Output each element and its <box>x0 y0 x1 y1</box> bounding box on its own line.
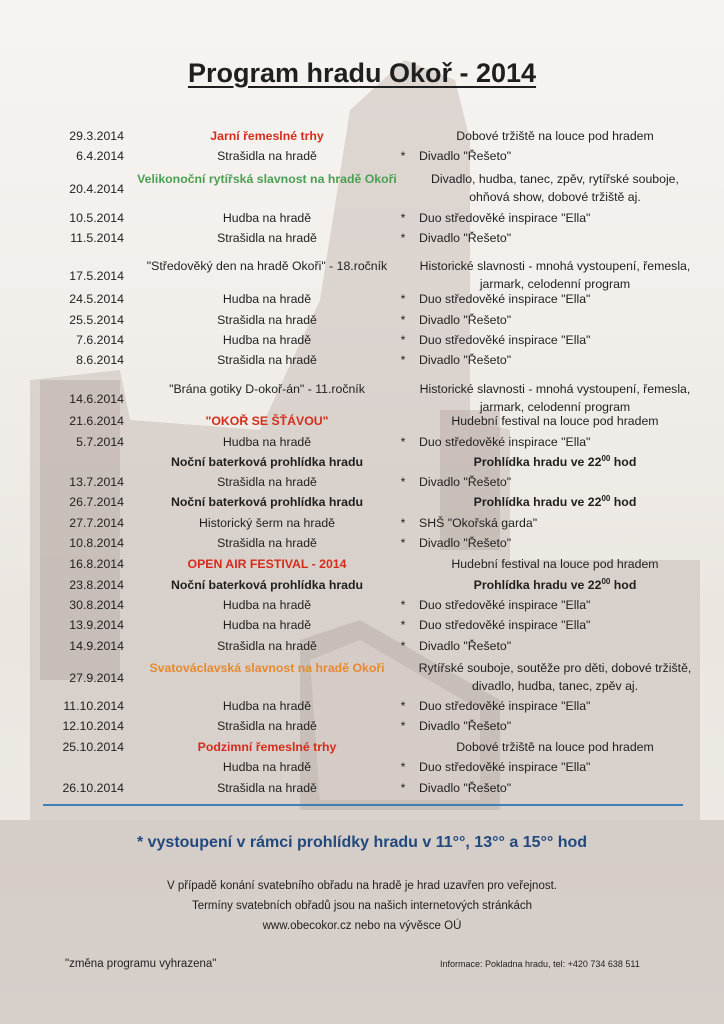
change-note: "změna programu vyhrazena" <box>65 958 217 970</box>
star-marker: * <box>400 516 406 530</box>
event-date: 16.8.2014 <box>69 557 124 571</box>
star-marker: * <box>400 333 406 347</box>
event-row <box>0 554 724 574</box>
event-row <box>0 737 724 757</box>
event-name: Strašidla na hradě <box>217 719 317 733</box>
event-detail: Divadlo "Řešeto" <box>419 781 512 795</box>
event-row <box>0 472 724 492</box>
event-date: 30.8.2014 <box>69 598 124 612</box>
star-marker: * <box>400 313 406 327</box>
event-name: OPEN AIR FESTIVAL - 2014 <box>187 557 347 571</box>
event-name: Noční baterková prohlídka hradu <box>170 495 363 509</box>
event-row <box>0 310 724 330</box>
event-row <box>0 716 724 736</box>
event-detail: Duo středověké inspirace "Ella" <box>419 435 591 449</box>
event-date: 6.4.2014 <box>76 149 124 163</box>
event-name: "Středověký den na hradě Okoři" - 18.ročník <box>146 259 388 273</box>
event-row <box>0 513 724 533</box>
event-date: 26.7.2014 <box>69 495 124 509</box>
event-detail: Hudební festival na louce pod hradem <box>451 414 659 428</box>
event-detail: Duo středověké inspirace "Ella" <box>419 333 591 347</box>
event-name: Hudba na hradě <box>222 292 312 306</box>
event-date: 13.9.2014 <box>69 618 124 632</box>
event-name: Hudba na hradě <box>222 760 312 774</box>
event-name: Hudba na hradě <box>222 333 312 347</box>
event-name: Hudba na hradě <box>222 435 312 449</box>
page-title: Program hradu Okoř - 2014 <box>187 58 537 88</box>
event-name: Strašidla na hradě <box>217 639 317 653</box>
event-detail: Divadlo "Řešeto" <box>419 719 512 733</box>
star-marker: * <box>400 292 406 306</box>
event-detail: Rytířské souboje, soutěže pro děti, dobové tržiště, divadlo, hudba, tanec, zpěv aj. <box>418 661 692 693</box>
info-line-2: Termíny svatebních obřadů jsou na našich internetových stránkách <box>191 900 533 912</box>
event-detail: Historické slavnosti - mnohá vystoupení, řemesla, jarmark, celodenní program <box>419 382 691 414</box>
event-date: 10.8.2014 <box>69 536 124 550</box>
star-marker: * <box>400 435 406 449</box>
event-row <box>0 757 724 777</box>
event-date: 23.8.2014 <box>69 578 124 592</box>
event-row <box>0 778 724 798</box>
star-marker: * <box>400 618 406 632</box>
star-marker: * <box>400 719 406 733</box>
event-detail: Prohlídka hradu ve $22^{00}$ hod <box>473 577 637 592</box>
event-detail: Duo středověké inspirace "Ella" <box>419 292 591 306</box>
event-detail: Prohlídka hradu ve $22^{00}$ hod <box>473 494 637 509</box>
divider <box>43 804 683 806</box>
event-date: 27.9.2014 <box>69 671 124 685</box>
event-detail: Duo středověké inspirace "Ella" <box>419 598 591 612</box>
event-name: Strašidla na hradě <box>217 313 317 327</box>
event-row <box>0 350 724 370</box>
event-detail: Divadlo, hudba, tanec, zpěv, rytířské souboje, ohňová show, dobové tržiště aj. <box>431 172 679 204</box>
event-date: 14.9.2014 <box>69 639 124 653</box>
event-row <box>0 330 724 350</box>
event-date: 14.6.2014 <box>69 392 124 406</box>
event-date: 29.3.2014 <box>69 129 124 143</box>
event-detail: Hudební festival na louce pod hradem <box>451 557 659 571</box>
event-date: 11.10.2014 <box>63 699 124 713</box>
event-detail: Divadlo "Řešeto" <box>419 353 512 367</box>
event-name: Noční baterková prohlídka hradu <box>170 455 363 469</box>
event-row <box>0 452 724 472</box>
footnote: * vystoupení v rámci prohlídky hradu v 11°°, 13°° a 15°° hod <box>136 834 588 851</box>
event-date: 5.7.2014 <box>76 435 124 449</box>
event-name: Jarní řemeslné trhy <box>210 129 324 143</box>
event-detail: Divadlo "Řešeto" <box>419 536 512 550</box>
event-detail: Historické slavnosti - mnohá vystoupení, řemesla, jarmark, celodenní program <box>419 259 691 291</box>
event-row <box>0 696 724 716</box>
event-detail: Duo středověké inspirace "Ella" <box>419 760 591 774</box>
event-name: Podzimní řemeslné trhy <box>197 740 337 754</box>
event-name: Historický šerm na hradě <box>199 516 335 530</box>
event-name: Strašidla na hradě <box>217 781 317 795</box>
event-date: 20.4.2014 <box>69 182 124 196</box>
event-detail: Divadlo "Řešeto" <box>419 149 512 163</box>
event-date: 12.10.2014 <box>62 719 124 733</box>
event-name: Noční baterková prohlídka hradu <box>170 578 363 592</box>
event-name: Strašidla na hradě <box>217 231 317 245</box>
event-row <box>0 208 724 228</box>
event-name: Strašidla na hradě <box>217 353 317 367</box>
event-name: Hudba na hradě <box>222 211 312 225</box>
event-detail: Prohlídka hradu ve $22^{00}$ hod <box>473 454 637 469</box>
event-detail: Duo středověké inspirace "Ella" <box>419 211 591 225</box>
event-row <box>0 636 724 656</box>
event-row <box>0 615 724 635</box>
event-date: 25.5.2014 <box>69 313 124 327</box>
event-name: Svatováclavská slavnost na hradě Okoři <box>149 661 385 675</box>
event-detail: Duo středověké inspirace "Ella" <box>419 618 591 632</box>
star-marker: * <box>400 231 406 245</box>
info-line-1: V případě konání svatebního obřadu na hradě je hrad uzavřen pro veřejnost. <box>167 880 557 892</box>
event-row <box>0 170 724 208</box>
star-marker: * <box>400 639 406 653</box>
contact-info: Informace: Pokladna hradu, tel: +420 734 638 511 <box>440 959 640 969</box>
event-detail: Duo středověké inspirace "Ella" <box>419 699 591 713</box>
star-marker: * <box>400 353 406 367</box>
info-line-3: www.obecokor.cz nebo na vývěsce OÚ <box>262 920 462 932</box>
event-row <box>0 126 724 146</box>
event-row <box>0 595 724 615</box>
event-row <box>0 659 724 697</box>
event-name: Strašidla na hradě <box>217 536 317 550</box>
event-date: 11.5.2014 <box>70 231 124 245</box>
event-name: Strašidla na hradě <box>217 149 317 163</box>
star-marker: * <box>400 781 406 795</box>
event-row <box>0 411 724 431</box>
event-date: 13.7.2014 <box>69 475 124 489</box>
event-date: 10.5.2014 <box>69 211 124 225</box>
event-name: "Brána gotiky D-okoř-án" - 11.ročník <box>169 382 365 396</box>
event-date: 17.5.2014 <box>69 269 124 283</box>
event-name: Hudba na hradě <box>222 699 312 713</box>
event-date: 25.10.2014 <box>62 740 124 754</box>
event-date: 27.7.2014 <box>69 516 124 530</box>
event-name: Velikonoční rytířská slavnost na hradě Okoři <box>137 172 397 186</box>
event-row <box>0 146 724 166</box>
event-row <box>0 492 724 512</box>
event-name: Strašidla na hradě <box>217 475 317 489</box>
star-marker: * <box>400 760 406 774</box>
event-detail: Divadlo "Řešeto" <box>419 313 512 327</box>
event-name: Hudba na hradě <box>222 618 312 632</box>
event-detail: Divadlo "Řešeto" <box>419 639 512 653</box>
event-detail: Divadlo "Řešeto" <box>419 231 512 245</box>
event-row <box>0 533 724 553</box>
event-name: Hudba na hradě <box>222 598 312 612</box>
event-detail: Divadlo "Řešeto" <box>419 475 512 489</box>
star-marker: * <box>400 475 406 489</box>
event-detail: Dobové tržiště na louce pod hradem <box>456 129 654 143</box>
star-marker: * <box>400 149 406 163</box>
event-detail: SHŠ "Okořská garda" <box>419 516 538 530</box>
star-marker: * <box>400 536 406 550</box>
event-row <box>0 432 724 452</box>
event-row <box>0 228 724 248</box>
event-date: 21.6.2014 <box>69 414 124 428</box>
event-name: "OKOŘ SE ŠŤÁVOU" <box>205 414 329 428</box>
star-marker: * <box>400 598 406 612</box>
event-row <box>0 289 724 309</box>
event-detail: Dobové tržiště na louce pod hradem <box>456 740 654 754</box>
event-date: 26.10.2014 <box>62 781 124 795</box>
event-date: 8.6.2014 <box>76 353 124 367</box>
event-date: 24.5.2014 <box>69 292 124 306</box>
event-date: 7.6.2014 <box>76 333 124 347</box>
star-marker: * <box>400 211 406 225</box>
star-marker: * <box>400 699 406 713</box>
event-row <box>0 575 724 595</box>
